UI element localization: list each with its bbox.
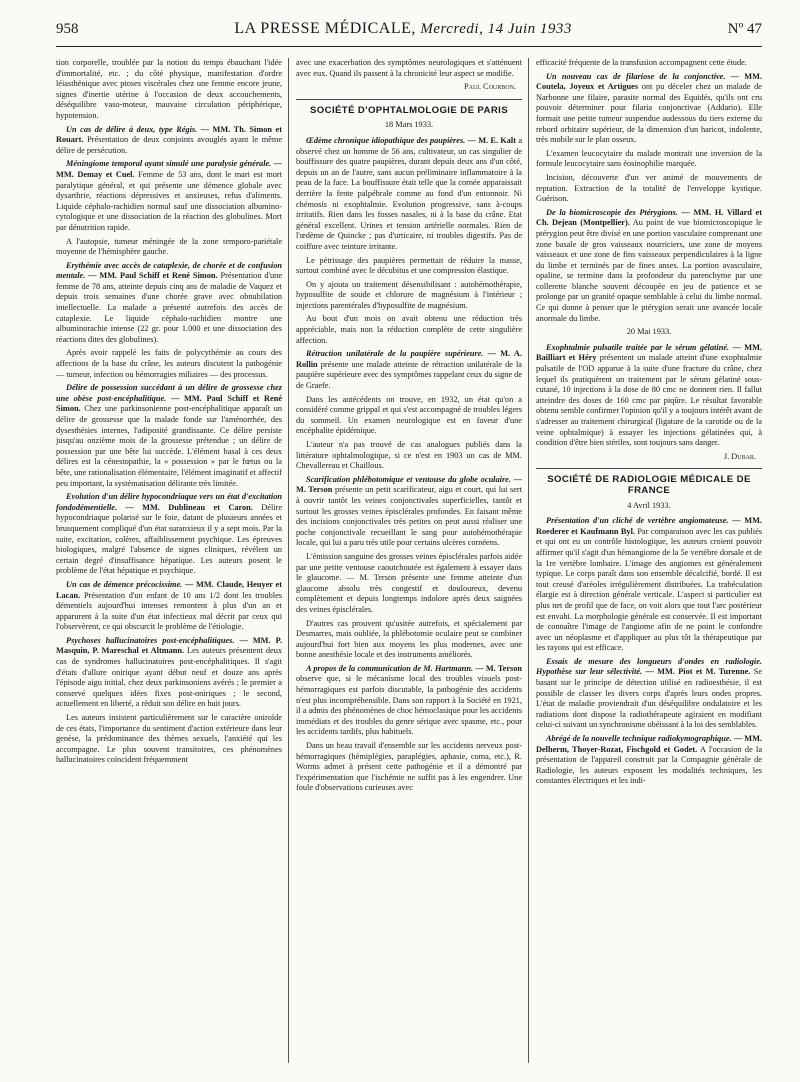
- column-divider: [528, 58, 529, 1063]
- communication-authors: — MM. Piot et M. Turenne.: [645, 667, 751, 677]
- column-left: [56, 58, 282, 1068]
- paragraph: [536, 58, 762, 69]
- communication-authors: — M. Terson: [296, 474, 522, 495]
- communication-authors: — MM. Coutela, Joyeux et Artigues: [536, 71, 762, 92]
- session-date: 4 Avril 1933.: [627, 500, 671, 510]
- column-divider: [288, 58, 289, 1063]
- communication-authors: — M. Terson: [475, 663, 522, 673]
- paragraph-text: Se basant sur le principe de détection utilisé en radioesthésie, il est possible de classer les divers corps d'après leurs ondes propres. L'état de maladie proviendrait d'un déséquilibre ondulatoire et les radiations dont dispose la radiothérapeute agiraient en modifiant celui-ci suivant un synchronisme obéissant à la loi des semblables.: [536, 667, 762, 730]
- communication-title: Erythémie avec accès de cataplexie, de chorée et de confusion mentale.: [56, 260, 282, 281]
- paragraph: [536, 149, 762, 170]
- communication: [56, 125, 282, 157]
- communication-authors: — MM. P. Masquin, P. Mareschal et Altmann.: [56, 635, 282, 656]
- communication-authors: — MM. Roederer et Kaufmann Byl.: [536, 516, 762, 536]
- communication-authors: — MM. Th. Simon et Rouart.: [56, 124, 282, 145]
- paragraph-text: efficacité fréquente de la transfusion accompagnent cette étude.: [536, 58, 747, 67]
- communication: [536, 657, 762, 731]
- paragraph-text: présente une malade atteinte de rétraction unilatérale de la paupière supérieure avec des symptômes rappelant ceux du signe de de Graefe.: [296, 359, 522, 391]
- paragraph-text: Le pétrissage des paupières permettait de réduire la masse, surtout combiné avec le décubitus et une compression élastique.: [296, 255, 522, 276]
- communication-authors: — MM. Delherm, Thoyer-Rozat, Fischgold et Godet.: [536, 734, 762, 754]
- communication: [536, 734, 762, 787]
- paragraph-text: Présentation d'un enfant de 10 ans 1/2 dont les troubles démentiels aujourd'hui intenses remontent à plus d'un an et apparurent à la suite d'un état infectieux mal décrit par ceux qui l'observèrent, ce qui obscurcit le problème de l'étiologie.: [56, 590, 282, 632]
- communication-title: Un nouveau cas de filariose de la conjonctive.: [546, 71, 726, 81]
- session-date: 18 Mars 1933.: [384, 120, 434, 130]
- communication: [56, 580, 282, 633]
- communication-title: Méningiome temporal ayant simulé une paralysie générale.: [66, 159, 272, 169]
- communication-authors: — M. E. Kalt: [467, 135, 516, 145]
- paragraph: [296, 440, 522, 472]
- communication: [536, 208, 762, 325]
- issue-date: Mercredi, 14 Juin 1933: [420, 21, 572, 37]
- communication-title: Scarification phlébotomique et ventouse du globe oculaire.: [306, 474, 511, 484]
- journal-title: [234, 20, 572, 38]
- section-rule: [296, 99, 522, 100]
- paragraph-text: On y ajouta un traitement désensibilisant : autohémothérapie, hyposulfite de soude et chlorure de magnésium à l'intérieur ; injections parentérales d'hyposulfite de magnésium.: [296, 279, 522, 310]
- communication-authors: — MM. Paul Schiff et René Simon.: [88, 271, 218, 281]
- communication-authors: — MM. Bailliart et Héry: [536, 342, 762, 363]
- communication: [56, 636, 282, 710]
- communication: [296, 664, 522, 738]
- paragraph: [536, 173, 762, 205]
- paragraph-text: Au point de vue biomicroscopique le ptérygion peut être divisé en une portion vasculaire comprenant une zone basale de gros vaisseaux nourriciers, une zone de moyens vaisseaux et une zone de fins vaisseaux perpendiculaires à la ligne du limbe et terminés par de fines anses. La portion avasculaire, opaline, se termine dans la profondeur du parenchyme par une collerette blanche souvent découpée en jeu de patience et se prolonge par un granité opaque semblable à celui du limbe normal. Ce qui donne à penser que le ptérygion serait une avancée locale anormale du limbe.: [536, 218, 762, 323]
- paragraph-text: Au bout d'un mois on avait obtenu une réduction très appréciable, mais non la réduction complète de cette singulière affection.: [296, 314, 522, 345]
- paragraph-text: L'examen leucocytaire du malade montrait une inversion de la formule leucocytaire sans éosinophilie marquée.: [536, 148, 762, 169]
- paragraph-text: A l'autopsie, tumeur méningée de la zone temporo-pariétale moyenne de l'hémisphère gauche.: [56, 236, 282, 257]
- paragraph-text: Les auteurs présentent deux cas de syndromes hallucinatoires post-encéphalitiques. Il s'agit d'états d'allure onirique ayant début neuf et douze ans après l'épisode aigu initial, chez deux parkinsoniens avérés ; le premier a conservé quelques idées fixes post-oniriques ; le second, actuellement en liberté, a réduit son délire en huit jours.: [56, 646, 282, 709]
- paragraph: [296, 741, 522, 794]
- paragraph-text: Délire hypocondriaque polarisé sur le foie, datant de plusieurs années et brusquement compliqué d'un état suranxieux il y a sept mois. Par la suite, excitation, colères, affaiblissement psychique. Les épreuves biologiques, malgré l'absence de signes cliniques, révèlent un certain degré d'insuffisance hépatique. Les auteurs posent le problème de l'état hépatique et psychique.: [56, 502, 282, 576]
- session-date: 20 Mai 1933.: [626, 327, 672, 337]
- communication-title: Un cas de démence précocissime.: [66, 579, 183, 589]
- communication-authors: — MM. Claude, Heuyer et Lacan.: [56, 579, 282, 600]
- communication-title: Œdème chronique idiopathique des paupières.: [306, 135, 466, 145]
- communication-title: Un cas de délire à deux, type Régis.: [66, 124, 198, 134]
- paragraph-text: avec une exacerbation des symptômes neurologiques et s'atténuent avec eux. Quand ils passent à la chronicité leur aspect se modifie.: [296, 58, 522, 78]
- paragraph: [56, 58, 282, 122]
- header-rule: [56, 46, 762, 47]
- paragraph: [296, 280, 522, 312]
- communication: [536, 72, 762, 146]
- paragraph: [296, 619, 522, 661]
- society-heading: SOCIÉTÉ DE RADIOLOGIE MÉDICALE DE FRANCE: [547, 474, 751, 496]
- communication-title: Essais de mesure des longueurs d'ondes en radiologie. Hypothèse sur leur sélectivité.: [536, 656, 762, 677]
- communication: [296, 475, 522, 549]
- paragraph: [56, 237, 282, 258]
- communication-title: Psychoses hallucinatoires post-encéphalitiques.: [66, 635, 235, 645]
- communication: [296, 349, 522, 391]
- paragraph-text: a observé chez un homme de 56 ans, cultivateur, un cas singulier de bouffissure des quatre paupières, durant depuis deux ans d'un côté, depuis un an de l'autre, sans aucun préliminaire inflammatoire à la peau de la face. La bouffissure était telle que la cornée apparaissait derrière la fente palpébrale comme au fond d'un entonnoir. Ni chémosis ni exophtalmie. Evolution progressive, sans à-coups irritatifs. Rien dans les fosses nasales, ni à la base du crâne. Etat général excellent. Urines et tension artérielle normales. Rien de l'œdème de Quincke ; pas d'urticaire, ni troubles digestifs. Pas de coiffure avec teinture irritante.: [296, 135, 522, 251]
- paragraph-text: Chez une parkinsonienne post-encéphalitique apparaît un délire de grossesse que la malade fonde sur l'aménorrhée, des dysesthésies internes, l'adiposité grandissante. Ce délire persiste jusqu'au onzième mois de la grossesse prétendue ; un délire de possession par une bête lui succède. L'élément basal à ces deux délires est la cénestopathie, la « possession » par le fœtus ou la bête, une rationalisation élémentaire, l'élément imaginatif et affectif peu important, la systématisation délirante très limitée.: [56, 404, 282, 488]
- paragraph-text: présentent un malade atteint d'une exophtalmie pulsatile de l'OD apparue à la suite d'une fracture du crâne, chez lequel ils pratiquèrent un traitement par le sérum gélatiné sous-cutané, 10 injections à la dose de 80 cmc ne donnent rien. Il fallut atteindre des doses de 160 cmc par piqûre. Le résultat favorable obtenu semble confirmer l'opinion qu'il y a toujours intérêt avant de s'adresser au traitement chirurgical (ligature de la carotide ou de la veine ophtalmique) à essayer les injections gélatinées qui, à condition d'être bien stériles, sont toujours sans danger.: [536, 353, 762, 448]
- paragraph-text: ont pu déceler chez un malade de Narbonne une filaire, parasite normal des Equidés, qu'ils ont cru pouvoir déterminer pour filaria conjonctivae (Addario). Elle formait une petite tumeur suspendue audessous du tiers externe du rebord orbitaire supérieur, de la dimension d'un haricot, indolente, très mobile sur le plan osseux.: [536, 82, 762, 145]
- paragraph-text: D'autres cas prouvent qu'usitée autrefois, et spécialement par Desmarres, mais oubliée, la phlébotomie oculaire peut se combiner aujourd'hui fort bien aux moyens les plus modernes, avec une bonne anesthésie locale et des instruments améliorés.: [296, 618, 522, 660]
- paragraph: [56, 713, 282, 766]
- paragraph-text: Dans les antécédents on trouve, en 1932, un état qu'on a considéré comme grippal et qui s'est accompagné de troubles légers du sommeil. Un examen neurologique est en faveur d'une encéphalite épidémique.: [296, 394, 522, 436]
- column-right: [536, 58, 762, 1068]
- author-signature: Paul Courbon.: [464, 82, 516, 92]
- communication-authors: — MM. H. Villard et Ch. Dejean (Montpellier).: [536, 207, 762, 228]
- communication-authors: — MM. Paul Schiff et René Simon.: [56, 393, 282, 414]
- communication-title: De la biomicroscopie des Ptérygions.: [546, 207, 678, 217]
- column-middle: [296, 58, 522, 1068]
- paragraph-text: L'émission sanguine des grosses veines épisclérales parfois aidée par une petite ventouse caoutchoutée est également à essayer dans le glaucome. — M. Terson présente une femme atteinte d'un glaucome absolu très congestif et douloureux, devenu complètement et depuis longtemps indolore après deux saignées des veines épisclérales.: [296, 551, 522, 614]
- paragraph-text: L'auteur n'a pas trouvé de cas analogues publiés dans la littérature ophtalmologique, si ce n'est en 1903 un cas de MM. Chevallereau et Chaillous.: [296, 440, 522, 471]
- paragraph-text: A l'occasion de la présentation de l'appareil construit par la Compagnie générale de Radiologie, les auteurs exposent les modalités techniques, les constantes électriques et les indi-: [536, 744, 762, 786]
- communication: [296, 136, 522, 253]
- communication-title: Abrégé de la nouvelle technique radiokymographique.: [546, 734, 732, 744]
- paragraph: [56, 348, 282, 380]
- paragraph-text: Après avoir rappelé les faits de polycythémie au cours des affections de la base du crâne, les auteurs discutent la pathogénie — tumeur, infection ou hémorragies miliaires — des processus.: [56, 348, 282, 379]
- communication: [56, 261, 282, 346]
- communication: [536, 516, 762, 654]
- section-rule: [536, 468, 762, 469]
- paragraph-text: tion corporelle, troublée par la notion du temps ébauchant l'idée d'immortalité, etc. ; du côté physique, manifestation d'ordre léiasthénique avec ptoses viscérales chez une femme encore jeune, signes d'inertie utérine à l'occasion de deux accouchements, déséquilibre vaso-moteur, mauvaise circulation périphérique, hypotension.: [56, 58, 282, 120]
- paragraph-text: Dans un beau travail d'ensemble sur les accidents nerveux post-hémorragiques (hémiplégies, paraplégies, aphasie, coma, etc.), R. Worms admet à présent cette pathogénie et il a démontré par l'expérimentation que l'ischémie ne suffit pas à les engendrer. Une foule d'observations curieuses avec: [296, 741, 522, 793]
- communication: [56, 159, 282, 233]
- communication-title: Délire de possession succédant à un délire de grossesse chez une obèse post-encéphalitique.: [56, 383, 282, 403]
- communication-authors: — MM. Demay et Cuel.: [56, 159, 282, 179]
- paragraph: [296, 395, 522, 437]
- paragraph-text: présente un petit scarificateur, aigu et court, qui lui sert à ouvrir tantôt les veines conjonctivales superficielles, tantôt et surtout les grosses veines épisclérales profondes. En faisant même des incisions conjonctivales très petites on peut aussi réaliser une poche conjonctivale recueillant le sang pour autohémothérapie locale, qui lui a paru très utile pour certains ulcères cornéens.: [296, 485, 522, 548]
- paragraph-text: Les auteurs insistent particulièrement sur le caractère oniroïde de ces états, l'importance du sentiment d'action extérieure dans leur genèse, la prédominance des thèmes sexuels, l'anxiété qui les accompagne. Le plus souvent transitoires, ces phénomènes hallucinatoires coïncident fréquemment: [56, 713, 282, 765]
- communication: [56, 492, 282, 577]
- paragraph: [296, 552, 522, 616]
- paragraph-text: Présentation de deux conjoints avouglés ayant le même délire de persécution.: [56, 135, 282, 155]
- society-heading: SOCIÉTÉ D'OPHTALMOLOGIE DE PARIS: [309, 104, 509, 116]
- communication-title: A propos de la communication de M. Hartmann.: [306, 663, 474, 673]
- paragraph: [296, 58, 522, 79]
- paragraph-text: Femme de 53 ans, dont le mari est mort paralytique général, et qui présente une démence globale avec dysarthrie, réactions dépressives et anxieuses, refus d'aliments. Liquide céphalo-rachidien normal sauf une dissociation albumino-cytologique et une dissociation de la réaction des globulines. Mort par dénutrition rapide.: [56, 169, 282, 232]
- journal-name: LA PRESSE MÉDICALE,: [234, 20, 416, 37]
- communication-authors: — M. A. Rollin: [296, 349, 522, 369]
- author-signature: J. Dubar.: [723, 451, 756, 461]
- paragraph-text: Par comparaison avec les cas publiés et qui ont eu un contrôle histologique, les auteurs croient pouvoir affirmer qu'il s'agit d'un hémangiome de la 5e vertèbre dorsale et de la 1re vertèbre lombaire. L'image des angiomes est généralement typique. Le corps paraît dans son ensemble décalcifié, bordé. Il est tout creusé d'aréoles irrégulièrement distribuées. La trabéculation élargie est à direction générale verticale. L'aspect si particulier est plus net de profil que de face, on voit alors que tout l'arc postérieur est envahi. La morphologie générale est conservée. Il est important de connaître l'image de l'angiome afin de ne point le confondre avec un néoplasme et d'appliquer au plus tôt la thérapeutique par les rayons qui est efficace.: [536, 526, 762, 653]
- paragraph-text: observe que, si le mécanisme local des troubles visuels post-hémorragiques est parfois discutable, la pathogénie des accidents n'est plus incompréhensible. Dans son rapport à la Société en 1921, il a admis des phénomènes de choc hémoclasique pour les accidents immédiats et des troubles du genre sérique avec spasme, etc., pour les accidents tardifs, plus habituels.: [296, 674, 522, 737]
- communication-title: Exophtalmie pulsatile traitée par le sérum gélatiné.: [546, 342, 730, 352]
- page-number: 958: [56, 21, 79, 37]
- communication-title: Evolution d'un délire hypocondriaque vers un état d'excitation fondodémentielle.: [56, 492, 282, 512]
- communication-title: Rétraction unilatérale de la paupière supérieure.: [306, 349, 484, 359]
- paragraph: [296, 314, 522, 346]
- paragraph: [296, 256, 522, 277]
- issue-number: Nº 47: [727, 21, 762, 37]
- paragraph-text: Présentation d'une femme de 78 ans, atteinte depuis cinq ans de maladie de Vaquez et depuis trois semaines d'une chorée grave avec obnubilation intellectuelle. La malade a présenté autrefois des accès de cataplexie. Le liquide céphalo-rachidien montre une albuminorachie intense (22 gr. pour 1.000 et une dissociation des réactions dites des globulines).: [56, 271, 282, 344]
- communication: [536, 343, 762, 449]
- communication-authors: — MM. Dublineau et Caron.: [125, 502, 253, 512]
- page-header: [56, 20, 762, 44]
- communication: [56, 383, 282, 489]
- paragraph-text: Incision, découverte d'un ver animé de mouvements de reptation. Extraction de la totalité de l'enveloppe kystique. Guérison.: [536, 172, 762, 204]
- communication-title: Présentation d'un cliché de vertèbre angiomateuse.: [546, 516, 729, 526]
